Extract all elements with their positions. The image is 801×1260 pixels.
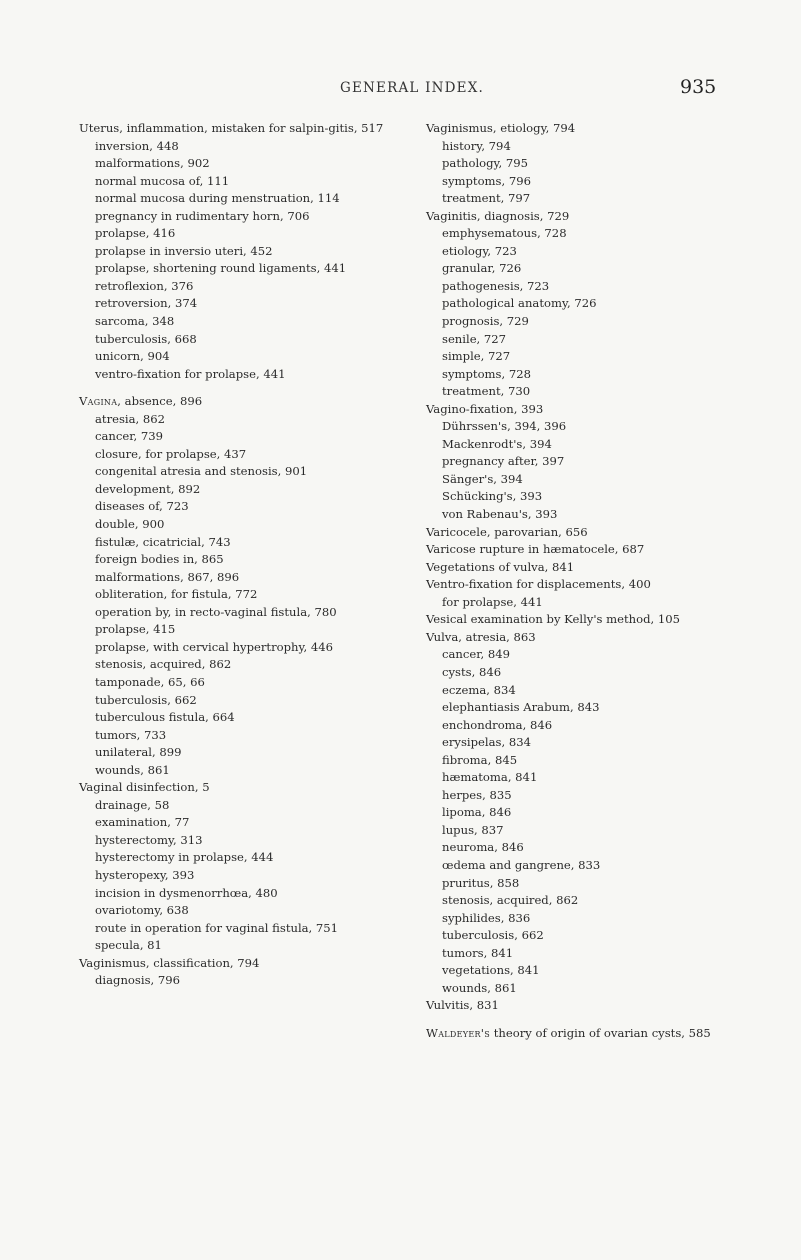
index-subentry: operation by, in recto-vaginal fistula, 780	[95, 604, 337, 619]
index-subentry: tuberculosis, 662	[95, 692, 197, 707]
index-subentry: simple, 727	[442, 349, 511, 364]
index-subentry: stenosis, acquired, 862	[95, 657, 232, 672]
index-subentry: Mackenrodt's, 394	[442, 436, 552, 451]
index-subentry: malformations, 867, 896	[95, 569, 240, 584]
index-entry: Vulva, atresia, 863	[426, 629, 536, 644]
index-subentry: enchondroma, 846	[442, 717, 553, 732]
index-subentry: closure, for prolapse, 437	[95, 446, 247, 461]
index-subentry: congenital atresia and stenosis, 901	[95, 464, 308, 479]
page-number: 935	[680, 76, 717, 98]
index-subentry: development, 892	[95, 481, 201, 496]
index-subentry: route in operation for vaginal fistula, 751	[95, 920, 339, 935]
index-subentry: prognosis, 729	[442, 314, 529, 329]
index-subentry: normal mucosa during menstruation, 114	[95, 191, 340, 206]
index-subentry: wounds, 861	[442, 980, 517, 995]
index-subentry: sarcoma, 348	[95, 314, 175, 329]
index-subentry: fistulæ, cicatricial, 743	[95, 534, 231, 549]
index-subentry: diseases of, 723	[95, 499, 189, 514]
index-subentry: hysterectomy, 313	[95, 832, 203, 847]
index-entry: Vaginitis, diagnosis, 729	[426, 208, 570, 223]
index-subentry: wounds, 861	[95, 762, 170, 777]
index-subentry: œdema and gangrene, 833	[442, 857, 601, 872]
index-subentry: erysipelas, 834	[442, 735, 531, 750]
index-column-left	[79, 120, 404, 990]
index-subentry: prolapse, 415	[95, 622, 176, 637]
index-subentry: cysts, 846	[442, 664, 502, 679]
index-entry: Vaginismus, classification, 794	[79, 955, 260, 970]
index-subentry: granular, 726	[442, 261, 522, 276]
index-subentry: stenosis, acquired, 862	[442, 893, 579, 908]
index-subentry: herpes, 835	[442, 787, 512, 802]
index-subentry: retroversion, 374	[95, 296, 198, 311]
index-subentry: neuroma, 846	[442, 840, 524, 855]
index-subentry: symptoms, 728	[442, 366, 531, 381]
index-subentry: ovariotomy, 638	[95, 903, 189, 918]
index-entry: Waldeyer's theory of origin of ovarian cysts, 585	[426, 1025, 711, 1040]
index-subentry: tuberculous fistula, 664	[95, 710, 235, 725]
index-subentry: pregnancy in rudimentary horn, 706	[95, 208, 310, 223]
index-subentry: obliteration, for fistula, 772	[95, 587, 258, 602]
index-entry: Uterus, inflammation, mistaken for salpin-gitis, 517	[79, 121, 384, 135]
index-entry: Varicose rupture in hæmatocele, 687	[426, 542, 645, 557]
index-subentry: retroflexion, 376	[95, 278, 194, 293]
index-column-right	[426, 120, 766, 1042]
index-entry: Vaginal disinfection, 5	[79, 780, 210, 795]
index-subentry: drainage, 58	[95, 797, 170, 812]
index-subentry: pruritus, 858	[442, 875, 520, 890]
index-entry: Ventro-fixation for displacements, 400	[426, 577, 651, 592]
index-subentry: treatment, 797	[442, 191, 531, 206]
index-entry: Vagino-fixation, 393	[426, 401, 544, 416]
index-subentry: malformations, 902	[95, 156, 210, 171]
page-header	[0, 78, 801, 108]
index-subentry: von Rabenau's, 393	[442, 507, 558, 522]
index-subentry: symptoms, 796	[442, 173, 531, 188]
index-entry: Varicocele, parovarian, 656	[426, 524, 588, 539]
index-subentry: pathology, 795	[442, 156, 529, 171]
index-subentry: tuberculosis, 662	[442, 928, 544, 943]
index-subentry: etiology, 723	[442, 243, 517, 258]
index-subentry: elephantiasis Arabum, 843	[442, 700, 600, 715]
index-subentry: treatment, 730	[442, 384, 531, 399]
index-subentry: history, 794	[442, 138, 511, 153]
index-subentry: senile, 727	[442, 331, 507, 346]
index-subentry: prolapse, shortening round ligaments, 441	[95, 261, 347, 276]
index-subentry: unilateral, 899	[95, 745, 182, 760]
index-subentry: specula, 81	[95, 938, 162, 953]
index-subentry: vegetations, 841	[442, 963, 540, 978]
index-subentry: syphilides, 836	[442, 910, 531, 925]
index-subentry: emphysematous, 728	[442, 226, 567, 241]
running-title: GENERAL INDEX.	[340, 80, 485, 96]
index-subentry: foreign bodies in, 865	[95, 552, 224, 567]
index-subentry: tumors, 733	[95, 727, 167, 742]
index-entry: Vulvitis, 831	[426, 998, 499, 1013]
index-entry: Vesical examination by Kelly's method, 105	[426, 612, 681, 627]
index-subentry: Dührssen's, 394, 396	[442, 419, 567, 434]
index-subentry: inversion, 448	[95, 138, 179, 153]
index-subentry: eczema, 834	[442, 682, 516, 697]
index-subentry: hysterectomy in prolapse, 444	[95, 850, 274, 865]
index-subentry: atresia, 862	[95, 411, 166, 426]
index-subentry: prolapse in inversio uteri, 452	[95, 243, 273, 258]
index-subentry: lipoma, 846	[442, 805, 512, 820]
index-subentry: Schücking's, 393	[442, 489, 543, 504]
index-subentry: pathological anatomy, 726	[442, 296, 597, 311]
index-subentry: pathogenesis, 723	[442, 278, 550, 293]
index-entry: Vagina, absence, 896	[79, 394, 203, 409]
index-subentry: unicorn, 904	[95, 349, 170, 364]
index-subentry: ventro-fixation for prolapse, 441	[95, 366, 286, 381]
index-entry: Vegetations of vulva, 841	[426, 559, 575, 574]
index-subentry: prolapse, with cervical hypertrophy, 446	[95, 639, 333, 654]
index-subentry: pregnancy after, 397	[442, 454, 565, 469]
index-subentry: examination, 77	[95, 815, 190, 830]
index-subentry: lupus, 837	[442, 822, 504, 837]
index-subentry: cancer, 849	[442, 647, 510, 662]
index-subentry: normal mucosa of, 111	[95, 173, 230, 188]
index-subentry: fibroma, 845	[442, 752, 518, 767]
index-subentry: tuberculosis, 668	[95, 331, 197, 346]
index-subentry: hæmatoma, 841	[442, 770, 538, 785]
index-entry: Vaginismus, etiology, 794	[426, 121, 576, 135]
index-subentry: hysteropexy, 393	[95, 867, 195, 882]
index-subentry: double, 900	[95, 517, 165, 532]
index-subentry: incision in dysmenorrhœa, 480	[95, 885, 278, 900]
index-subentry: for prolapse, 441	[442, 594, 543, 609]
index-subentry: prolapse, 416	[95, 226, 176, 241]
index-subentry: diagnosis, 796	[95, 973, 181, 988]
index-subentry: tamponade, 65, 66	[95, 674, 205, 689]
index-subentry: Sänger's, 394	[442, 471, 523, 486]
index-subentry: tumors, 841	[442, 945, 514, 960]
index-subentry: cancer, 739	[95, 429, 163, 444]
